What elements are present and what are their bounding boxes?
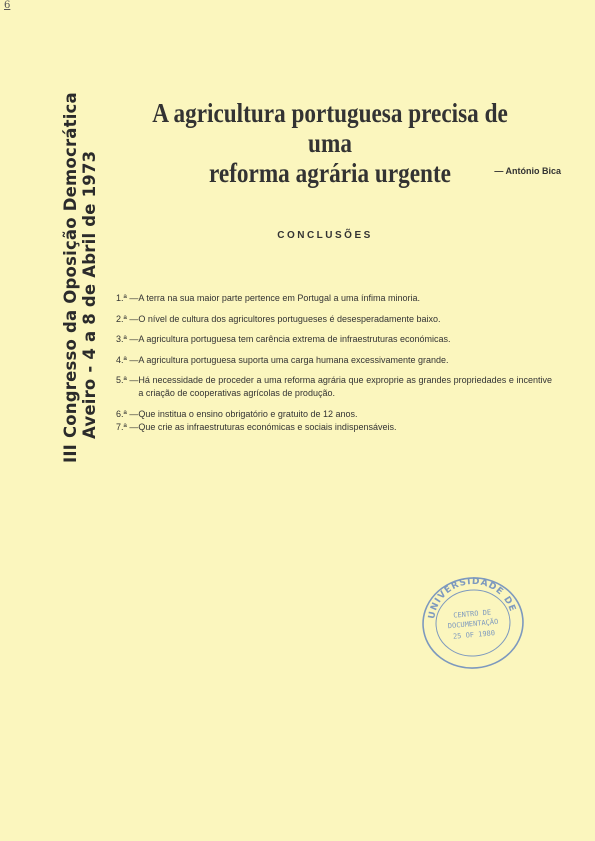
- stamp-line-3: 25 OF 1980: [452, 629, 496, 641]
- stamp-line-1: CENTRO DE: [452, 608, 492, 620]
- conclusion-item: [116, 374, 552, 400]
- title-line-2: reforma agrária urgente: [208, 158, 451, 189]
- conclusion-text: A agricultura portuguesa suporta uma carga humana excessivamente grande.: [138, 354, 449, 365]
- stamp-outer-text: UNIVERSIDADE DE: [427, 576, 518, 620]
- conclusion-item: [116, 292, 552, 305]
- conclusion-text: A agricultura portuguesa tem carência extrema de infraestruturas económicas.: [138, 334, 451, 344]
- conclusion-item: [116, 354, 552, 367]
- conclusion-number: 4.ª —: [116, 354, 139, 365]
- congress-name: III Congresso da Oposição Democrática: [61, 92, 80, 463]
- conclusions-list: [116, 292, 552, 434]
- section-heading: CONCLUSÕES: [277, 230, 373, 241]
- stamp-line-2: DOCUMENTAÇÃO: [447, 617, 499, 631]
- conclusion-text: Há necessidade de proceder a uma reforma agrária que exproprie as grandes propriedades e incentive a criação de cooperativas agrícolas de produção.: [138, 375, 552, 398]
- author-name: — António Bica: [494, 166, 561, 176]
- conclusion-text: Que crie as infraestruturas económicas e sociais indispensáveis.: [138, 421, 397, 432]
- stamp-seal: [416, 570, 530, 677]
- conclusion-item: [116, 313, 552, 326]
- conclusion-number: 6.ª —: [116, 408, 139, 419]
- conclusion-number: 7.ª —: [116, 421, 139, 432]
- conclusion-item: [116, 421, 552, 434]
- conclusion-number: 5.ª —: [116, 375, 139, 385]
- conclusion-item: [116, 333, 552, 346]
- conclusion-text: Que institua o ensino obrigatório e gratuito de 12 anos.: [138, 408, 358, 419]
- conclusion-text: O nível de cultura dos agricultores portugueses é desesperadamente baixo.: [138, 313, 441, 324]
- document-title: [132, 98, 528, 188]
- conclusion-number: 2.ª —: [116, 313, 139, 324]
- congress-sidebar: [61, 93, 101, 463]
- conclusion-item: [116, 408, 552, 421]
- title-line-1: A agricultura portuguesa precisa de uma: [152, 98, 508, 159]
- page-number-mark: 6: [4, 0, 11, 11]
- conclusion-number: 1.ª —: [116, 293, 139, 303]
- congress-date: Aveiro - 4 a 8 de Abril de 1973: [80, 150, 99, 439]
- library-stamp: [416, 570, 530, 677]
- conclusion-text: A terra na sua maior parte pertence em Portugal a uma ínfima minoria.: [138, 293, 420, 303]
- conclusion-number: 3.ª —: [116, 334, 139, 344]
